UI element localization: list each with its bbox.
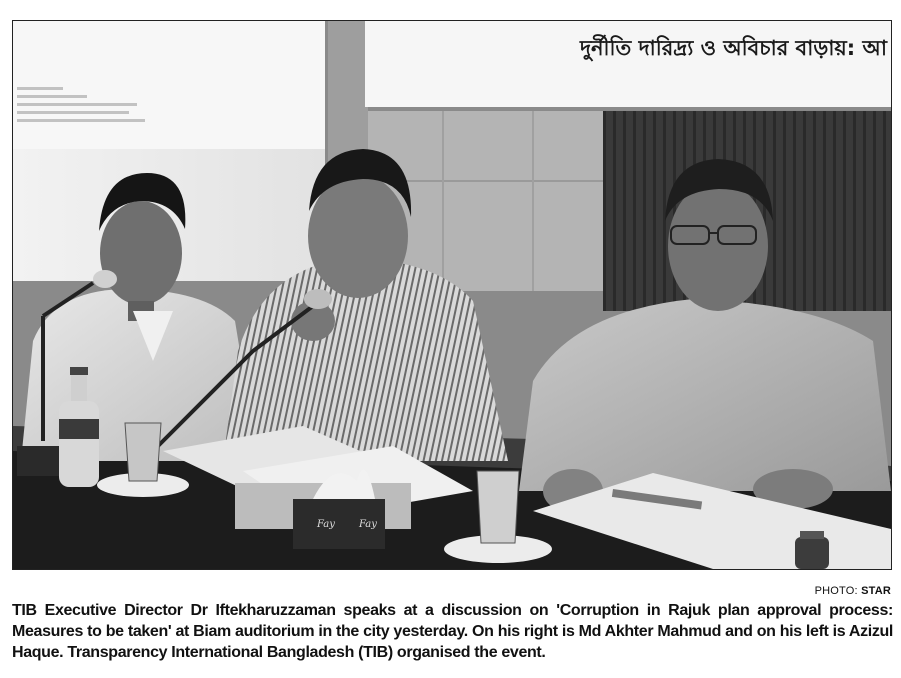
- photo-credit-prefix: PHOTO:: [814, 585, 862, 597]
- tissue-brand-label: Fay: [317, 519, 335, 530]
- photo-credit: [815, 585, 891, 597]
- news-photo: [12, 20, 892, 570]
- banner: [365, 21, 891, 107]
- photo-credit-source: STAR: [861, 585, 891, 597]
- banner-text: দুর্নীতি দারিদ্র্য ও অবিচার বাড়ায়: আ: [579, 36, 887, 60]
- tissue-brand-label-2: Fay: [359, 519, 377, 530]
- photo-caption: TIB Executive Director Dr Iftekharuzzaman speaks at a discussion on 'Corruption in Rajuk plan approval process: Measures to be taken' at Biam auditorium in the city yesterday. On his right is Md Akhter Mahmud and on his left is Azizul Haque. Transparency International Bangladesh (TIB) organised the event.: [12, 602, 893, 661]
- small-bottle: [795, 531, 829, 569]
